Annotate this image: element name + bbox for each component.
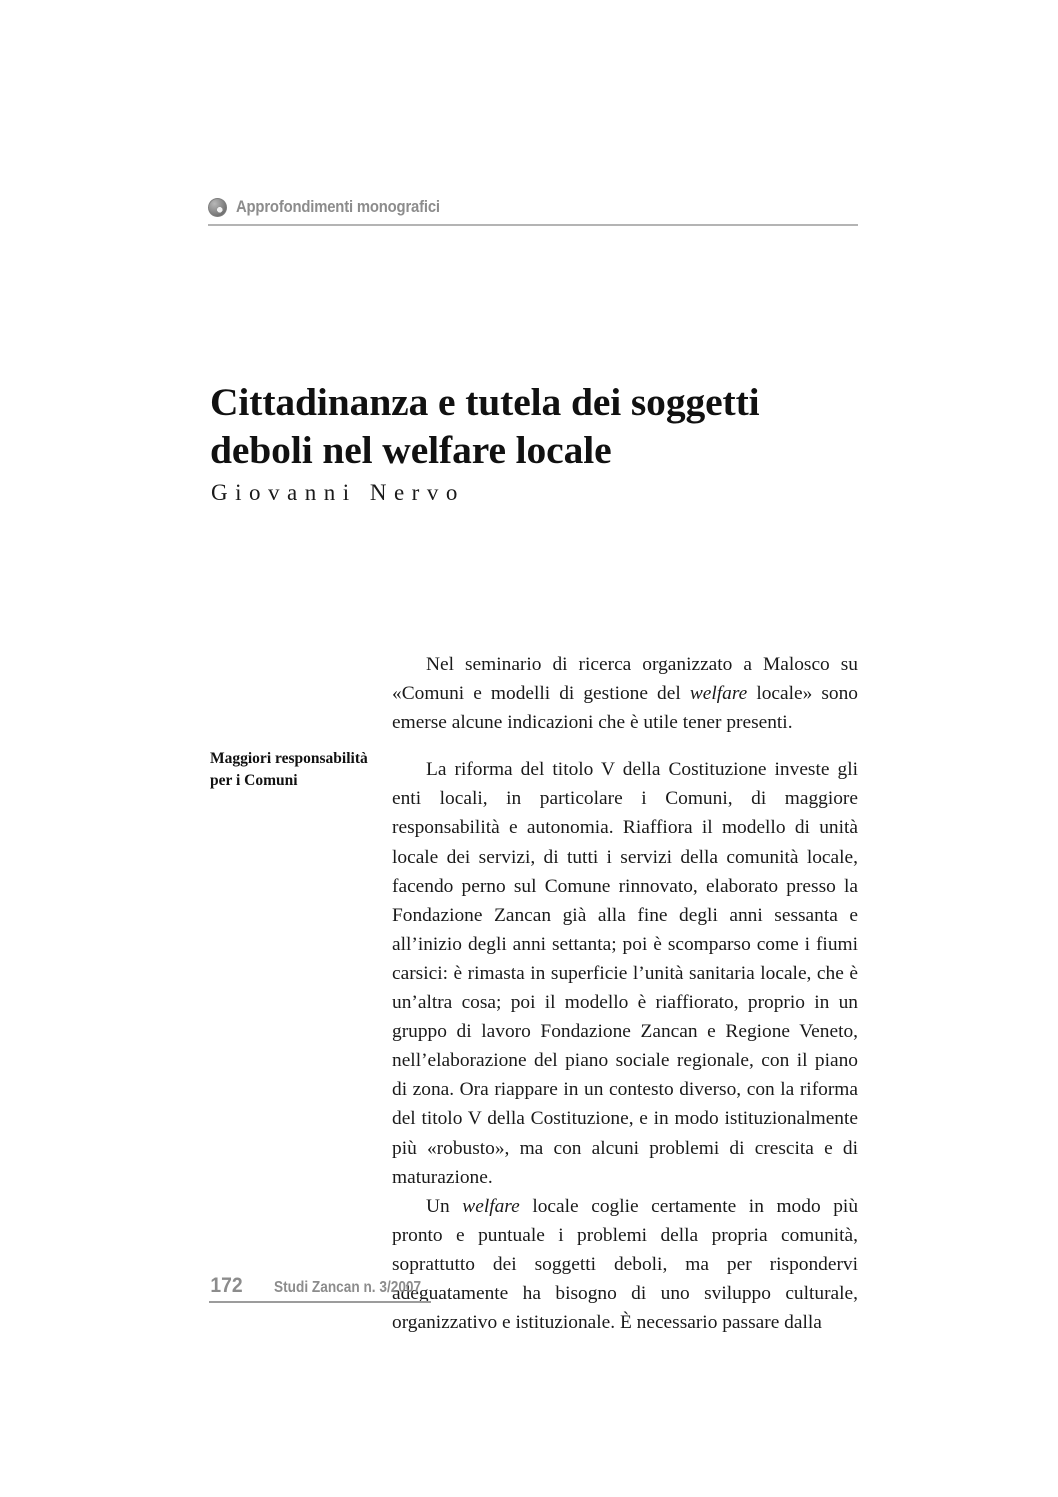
paragraph-3-italic-welfare: welfare bbox=[462, 1195, 520, 1217]
paragraph-3-text-b: locale coglie certamente in modo più pronto e puntuale i problemi della propria comunità, soprattutto dei soggetti deboli, ma per rispondervi adeguatamente ha bisogno di uno sviluppo culturale, organizzativo e istituzionale. È necessario passare dalla bbox=[392, 1195, 859, 1334]
paragraph-1 bbox=[392, 650, 858, 737]
sphere-bullet-icon bbox=[208, 198, 227, 217]
running-head-row bbox=[208, 194, 858, 220]
page-footer bbox=[209, 1274, 431, 1303]
paragraph-3-text-a: Un bbox=[426, 1195, 463, 1217]
footer-source: Studi Zancan n. 3/2007 bbox=[274, 1279, 422, 1296]
paragraph-1-italic-welfare: welfare bbox=[689, 683, 748, 705]
paragraph-1-text-b: locale» sono emerse alcune indicazioni che è utile tener presenti. bbox=[392, 683, 859, 734]
running-head-rule bbox=[208, 224, 858, 226]
paragraph-1-text-a: Nel seminario di ricerca organizzato a Malosco su «Comuni e modelli di gestione del bbox=[392, 654, 858, 705]
paragraph-3 bbox=[392, 1192, 858, 1337]
paragraph-2: La riforma del titolo V della Costituzione investe gli enti locali, in particolare i Comuni, di maggiore responsabilità e autonomia. Riaffiora il modello di unità locale dei servizi, di tutti i servizi della comunità locale, facendo perno sul Comune rinnovato, elaborato presso la Fondazione Zancan già alla fine degli anni sessanta e all’inizio degli anni settanta; poi è scomparso come i fiumi carsici: è rimasta in superficie l’unità sanitaria locale, che è un’altra cosa; poi il modello è riaffiorato, proprio in un gruppo di lavoro Fondazione Zancan e Regione Veneto, nell’elaborazione del piano sociale regionale, con il piano di zona. Ora riappare in un contesto diverso, con la riforma del titolo V della Costituzione, e in modo istituzionalmente più «robusto», ma con alcuni problemi di crescita e di maturazione. bbox=[392, 759, 858, 1188]
running-head bbox=[208, 194, 858, 228]
margin-note: Maggiori responsabilità per i Comuni bbox=[210, 750, 368, 789]
article-author: Giovanni Nervo bbox=[211, 480, 465, 505]
footer-page-number: 172 bbox=[210, 1274, 243, 1297]
body-text-column bbox=[392, 650, 858, 1337]
running-head-label: Approfondimenti monografici bbox=[236, 197, 440, 216]
page-title: Cittadinanza e tutela dei soggetti deboli nel welfare locale bbox=[210, 380, 760, 473]
